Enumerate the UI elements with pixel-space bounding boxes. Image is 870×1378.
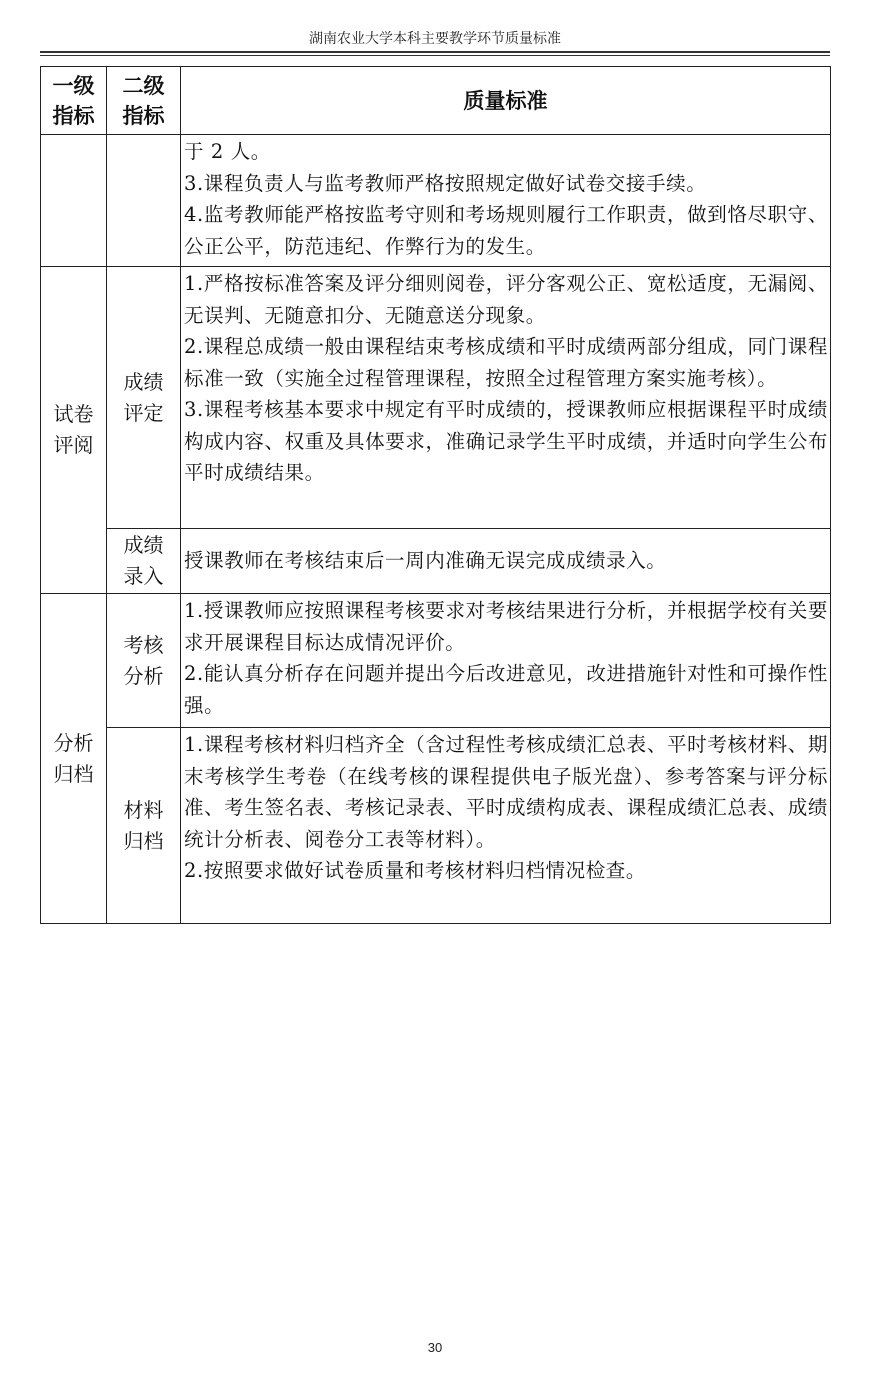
table-row (41, 267, 831, 529)
level2-cell-empty (107, 135, 181, 267)
level1-cell: 试卷 评阅 (41, 267, 107, 594)
standard-text: 3.课程负责人与监考教师严格按照规定做好试卷交接手续。 (184, 171, 707, 195)
table-row-continued (41, 135, 831, 267)
standard-text: 1.授课教师应按照课程考核要求对考核结果进行分析，并根据学校有关要求开展课程目标达成情况评价。 (184, 599, 828, 654)
standard-text: 1.课程考核材料归档齐全（含过程性考核成绩汇总表、平时考核材料、期末考核学生考卷（在线考核的课程提供电子版光盘）、参考答案与评分标准、考生签名表、考核记录表、平时成绩构成表、课程成绩汇总表、成绩统计分析表、阅卷分工表等材料）。 (184, 733, 828, 851)
header-level1: 一级 指标 (41, 67, 107, 135)
header-rule-thin (40, 55, 830, 56)
standard-text: 1.严格按标准答案及评分细则阅卷，评分客观公正、宽松适度，无漏阅、无误判、无随意扣分、无随意送分现象。 (184, 272, 828, 327)
standard-text: 2.能认真分析存在问题并提出今后改进意见，改进措施针对性和可操作性强。 (184, 662, 828, 717)
header-rule (40, 51, 830, 53)
standard-cell (181, 728, 831, 924)
header-level2: 二级 指标 (107, 67, 181, 135)
level1-cell-empty (41, 135, 107, 267)
standard-text: 2.按照要求做好试卷质量和考核材料归档情况检查。 (184, 859, 647, 882)
level2-cell: 考核 分析 (107, 594, 181, 728)
level2-cell: 成绩 录入 (107, 529, 181, 594)
standard-cell (181, 267, 831, 529)
standard-text: 于 2 人。 (184, 140, 271, 163)
header-quality-standard: 质量标准 (181, 67, 831, 135)
standard-text: 3.课程考核基本要求中规定有平时成绩的，授课教师应根据课程平时成绩构成内容、权重及具体要求，准确记录学生平时成绩，并适时向学生公布平时成绩结果。 (184, 398, 828, 484)
standard-cell (181, 594, 831, 728)
table-header-row (41, 67, 831, 135)
page-header: 湖南农业大学本科主要教学环节质量标准 (309, 31, 561, 47)
standard-text: 2.课程总成绩一般由课程结束考核成绩和平时成绩两部分组成，同门课程标准一致（实施全过程管理课程，按照全过程管理方案实施考核）。 (184, 335, 828, 390)
standard-cell (181, 135, 831, 267)
table-row (41, 594, 831, 728)
level2-cell: 成绩 评定 (107, 267, 181, 529)
level2-cell: 材料 归档 (107, 728, 181, 924)
level1-cell: 分析 归档 (41, 594, 107, 924)
table-row (41, 728, 831, 924)
standard-text: 4.监考教师能严格按监考守则和考场规则履行工作职责，做到恪尽职守、公正公平，防范违纪、作弊行为的发生。 (184, 203, 828, 258)
page-number: 30 (427, 1340, 443, 1355)
quality-standard-table (40, 66, 831, 924)
table-row (41, 529, 831, 594)
standard-cell (181, 529, 831, 594)
standard-text: 授课教师在考核结束后一周内准确无误完成成绩录入。 (184, 548, 667, 572)
